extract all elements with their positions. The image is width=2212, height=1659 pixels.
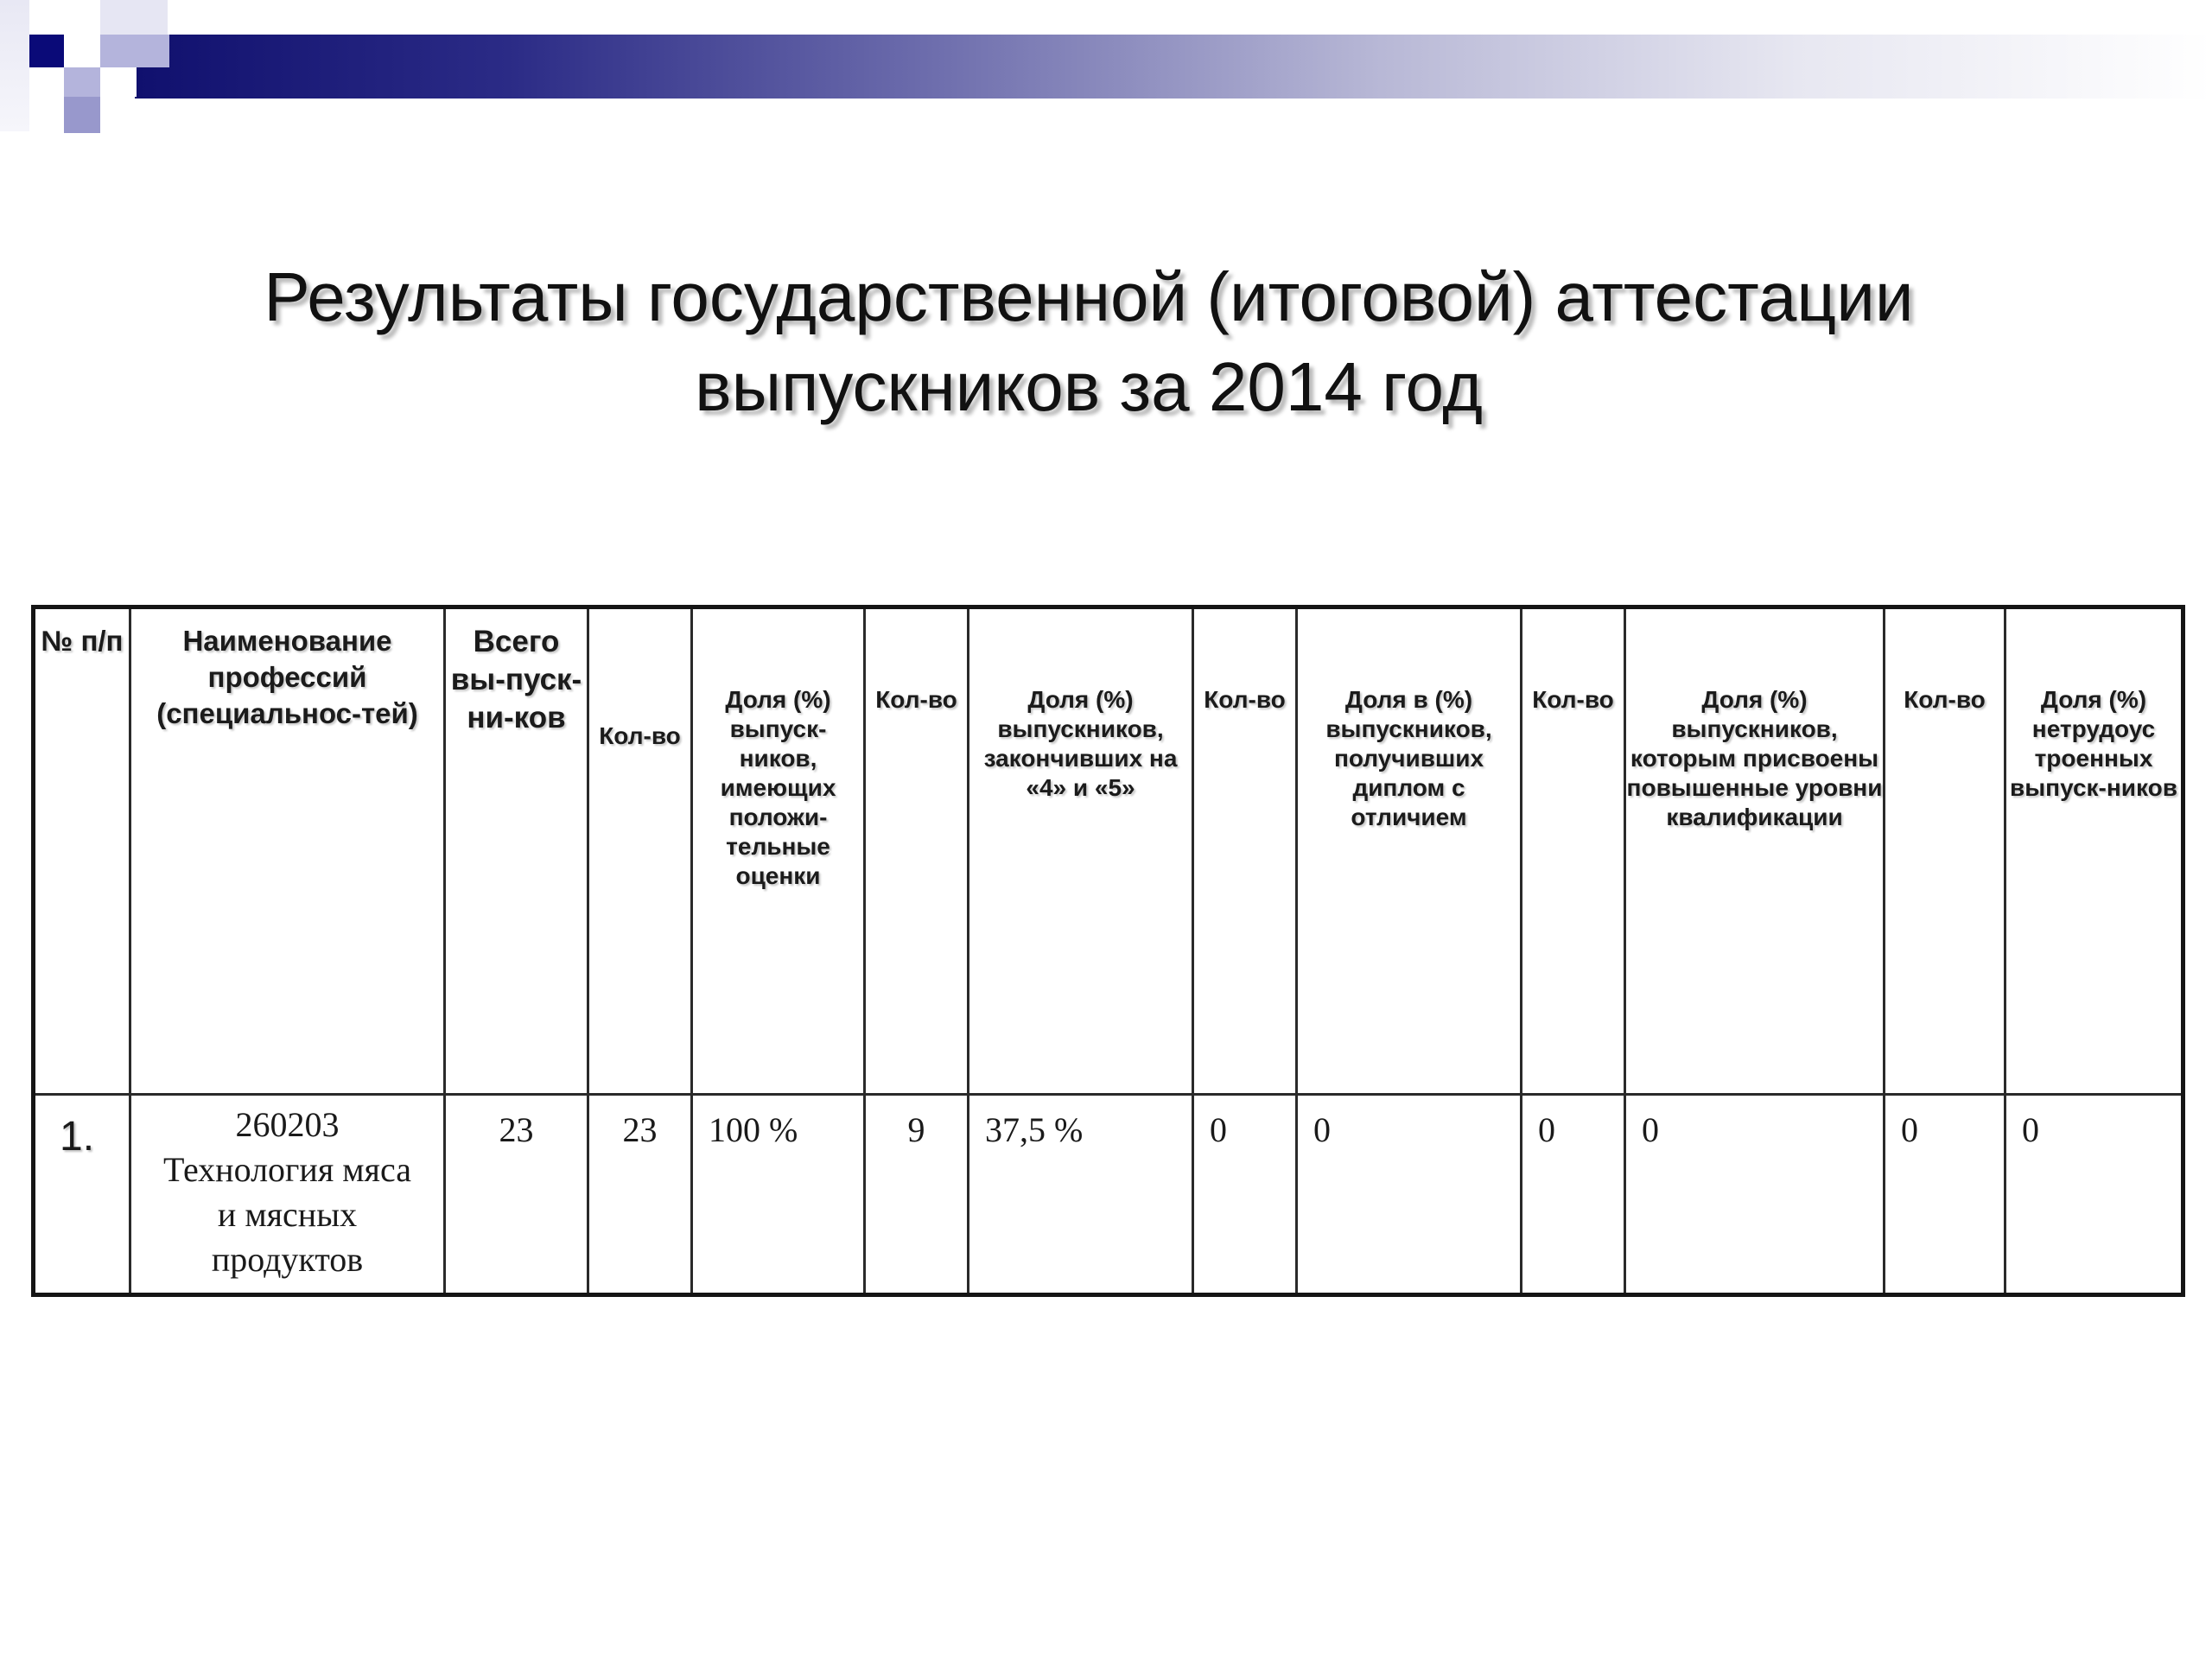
header-share-qualification: Доля (%) выпускников, которым присвоены повышенные уровни квалификации <box>1625 607 1885 1095</box>
share-unemployed-value: 0 <box>2005 1095 2183 1295</box>
header-count-unemployed: Кол-во <box>1885 607 2005 1095</box>
slide-title <box>104 252 2074 432</box>
total-graduates-value: 23 <box>445 1095 588 1295</box>
header-decor-square <box>100 67 137 97</box>
header-count-qualification: Кол-во <box>1522 607 1625 1095</box>
header-decor-square <box>135 35 169 67</box>
share-honors-value: 0 <box>1297 1095 1522 1295</box>
header-share-unemployed: Доля (%) нетрудоус троенных выпуск-ников <box>2005 607 2183 1095</box>
header-decor-block <box>0 0 29 131</box>
count-positive-value: 23 <box>588 1095 692 1295</box>
table-row <box>34 1095 2183 1295</box>
slide-title-line-1: Результаты государственной (итоговой) аттестации <box>264 258 1914 335</box>
profession-code: 260203 <box>235 1105 340 1144</box>
header-count-good: Кол-во <box>865 607 969 1095</box>
header-decor-square <box>100 35 135 67</box>
header-row <box>34 607 2183 1095</box>
share-good-value: 37,5 % <box>969 1095 1193 1295</box>
results-table <box>31 605 2185 1297</box>
header-profession-name: Наименование профессий (специальнос-тей) <box>130 607 445 1095</box>
profession-name-line: Технология мяса <box>163 1150 411 1189</box>
share-qualification-value: 0 <box>1625 1095 1885 1295</box>
count-qualification-value: 0 <box>1522 1095 1625 1295</box>
header-count-honors: Кол-во <box>1193 607 1297 1095</box>
header-decor-square <box>64 67 100 97</box>
header-decor-square <box>29 35 64 67</box>
header-share-honors: Доля в (%) выпускников, получивших диплом с отличием <box>1297 607 1522 1095</box>
header-total-graduates: Всего вы-пуск-ни-ков <box>445 607 588 1095</box>
header-share-positive: Доля (%) выпуск-ников, имеющих положи-тельные оценки <box>692 607 865 1095</box>
profession-name-line: и мясных <box>217 1195 358 1234</box>
count-good-value: 9 <box>865 1095 969 1295</box>
header-decor-square <box>64 97 100 133</box>
header-num: № п/п <box>34 607 130 1095</box>
header-count-positive: Кол-во <box>588 607 692 1095</box>
profession-name-cell <box>130 1095 445 1295</box>
header-share-good: Доля (%) выпускников, закончивших на «4» и «5» <box>969 607 1193 1095</box>
profession-name-line: продуктов <box>211 1240 364 1279</box>
slide-title-line-2: выпускников за 2014 год <box>695 348 1483 425</box>
count-unemployed-value: 0 <box>1885 1095 2005 1295</box>
count-honors-value: 0 <box>1193 1095 1297 1295</box>
header-gradient-bar <box>135 35 2212 99</box>
header-decor-block <box>100 0 168 35</box>
share-positive-value: 100 % <box>692 1095 865 1295</box>
row-number: 1. <box>34 1095 130 1295</box>
